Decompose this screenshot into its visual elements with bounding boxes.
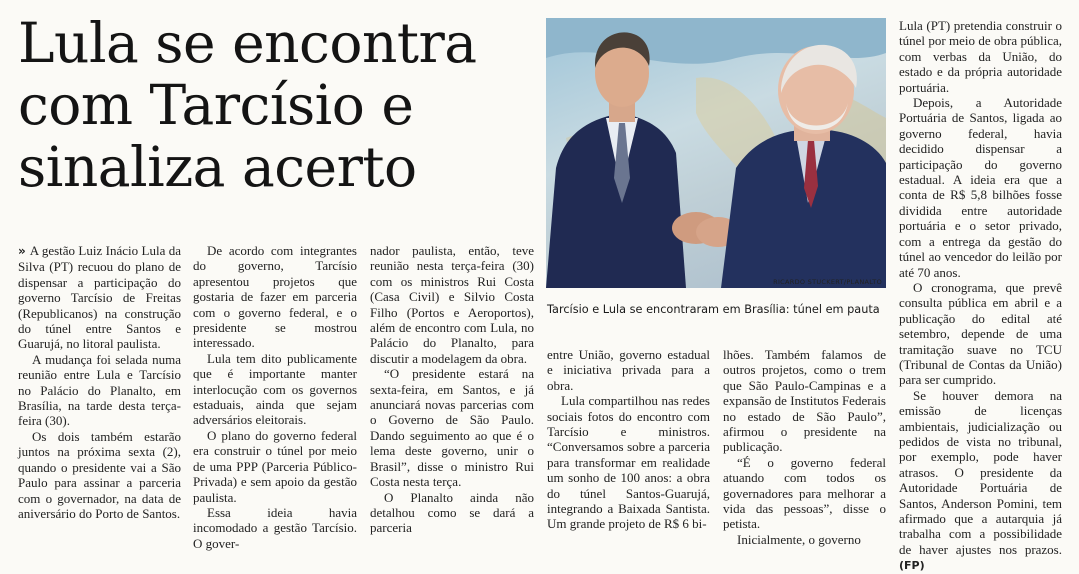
- headline: [18, 12, 528, 198]
- article-column-1: [18, 243, 181, 521]
- bullet-icon: »: [18, 244, 26, 258]
- article-column-2: [193, 243, 357, 551]
- paragraph: Lula tem dito publicamente que é importante manter interlocução com os governos estaduais, ainda que sejam adversários eleitorais.: [193, 350, 357, 428]
- paragraph: [18, 243, 181, 352]
- photo-illustration: [546, 18, 886, 288]
- headline-line-2: com Tarcísio e: [18, 73, 414, 137]
- paragraph: De acordo com integrantes do governo, Tarcísio apresentou projetos que gostaria de fazer em parceria com o governo federal, e o presidente se mostrou interessado.: [193, 243, 357, 351]
- paragraph: A mudança foi selada numa reunião entre Lula e Tarcísio no Palácio do Planalto, em Brasília, na tarde desta terça-feira (30).: [18, 351, 181, 429]
- paragraph: lhões. Também falamos de outros projetos, como o trem que São Paulo-Campinas e a expansão de Institutos Federais no estado de São Paulo”, afirmou o presidente na publicação.: [723, 347, 886, 455]
- article-column-4: [547, 347, 710, 532]
- author-signature: (FP): [899, 559, 925, 573]
- photo-credit: RICARDO STUCKERT/PLANALTO: [773, 278, 882, 286]
- paragraph: Depois, a Autoridade Portuária de Santos, ligada ao governo federal, havia decidido dispensar a participação do governo estadual. A ideia era que a conta de R$ 5,8 bilhões fosse dividida entre autoridade portuária e o setor privado, com a entrega da gestão do túnel ao vencedor do leilão por até 70 anos.: [899, 95, 1062, 280]
- lead-paragraph-text: A gestão Luiz Inácio Lula da Silva (PT) recuou do plano de dispensar a participação do governo Tarcísio de Freitas (Republicanos) na construção do túnel entre Santos e Guarujá, no litoral paulista.: [18, 243, 181, 352]
- paragraph-text: Se houver demora na emissão de licenças ambientais, judicialização ou pedidos de vista no tribunal, por exemplo, pode haver atrasos. O presidente da Autoridade Portuária de Santos, Anderson Pomini, tem afirmado que a autarquia já trabalha com a possibilidade de haver ajustes nos prazos.: [899, 387, 1062, 557]
- paragraph: entre União, governo estadual e iniciativa privada para a obra.: [547, 347, 710, 393]
- article-column-6: [899, 18, 1062, 574]
- photo-caption: Tarcísio e Lula se encontraram em Brasília: túnel em pauta: [547, 303, 880, 316]
- paragraph: Os dois também estarão juntos na próxima sexta (2), quando o presidente vai a São Paulo para assinar a parceria com o governador, na data de aniversário do Porto de Santos.: [18, 428, 181, 521]
- paragraph: O cronograma, que prevê consulta pública em abril e a publicação do edital até setembro, depende de uma tramitação suave no TCU (Tribunal de Contas da União) para ser cumprido.: [899, 279, 1062, 388]
- paragraph: Essa ideia havia incomodado a gestão Tarcísio. O gover-: [193, 504, 357, 551]
- headline-line-3: sinaliza acerto: [18, 135, 417, 199]
- paragraph: [899, 388, 1062, 574]
- headline-line-1: Lula se encontra: [18, 11, 477, 75]
- paragraph: “O presidente estará na sexta-feira, em Santos, e já anunciará novas parcerias com o Governo de São Paulo. Dando seguimento ao que é o lema deste governo, unir o Brasil”, disse o ministro Rui Costa nesta terça.: [370, 366, 534, 490]
- news-photo: [546, 18, 886, 288]
- paragraph: Inicialmente, o governo: [737, 531, 861, 547]
- paragraph: Lula (PT) pretendia construir o túnel por meio de obra pública, com verbas da União, do estado e da própria autoridade portuária.: [899, 18, 1062, 95]
- paragraph: O plano do governo federal era construir o túnel por meio de uma PPP (Parceria Público-Privada) e sem apoio da gestão paulista.: [193, 427, 357, 505]
- paragraph: nador paulista, então, teve reunião nesta terça-feira (30) com os ministros Rui Costa (Casa Civil) e Silvio Costa Filho (Portos e Aeroportos), além de encontro com Lula, no Palácio do Planalto, para discutir a modelagem da obra.: [370, 243, 534, 366]
- article-column-3: [370, 243, 534, 536]
- article-column-5: [723, 347, 886, 547]
- paragraph: “É o governo federal atuando com todos os governadores para melhorar a vida das pessoas”, disse o petista.: [723, 454, 886, 532]
- paragraph: Lula compartilhou nas redes sociais fotos do encontro com Tarcísio e ministros. “Conversamos sobre a parceria para transformar em realidade um sonho de 100 anos: a obra do túnel Santos-Guarujá, integrando a Baixada Santista. Um grande projeto de R$ 6 bi-: [547, 393, 710, 532]
- paragraph: O Planalto ainda não detalhou como se dará a parceria: [370, 489, 534, 536]
